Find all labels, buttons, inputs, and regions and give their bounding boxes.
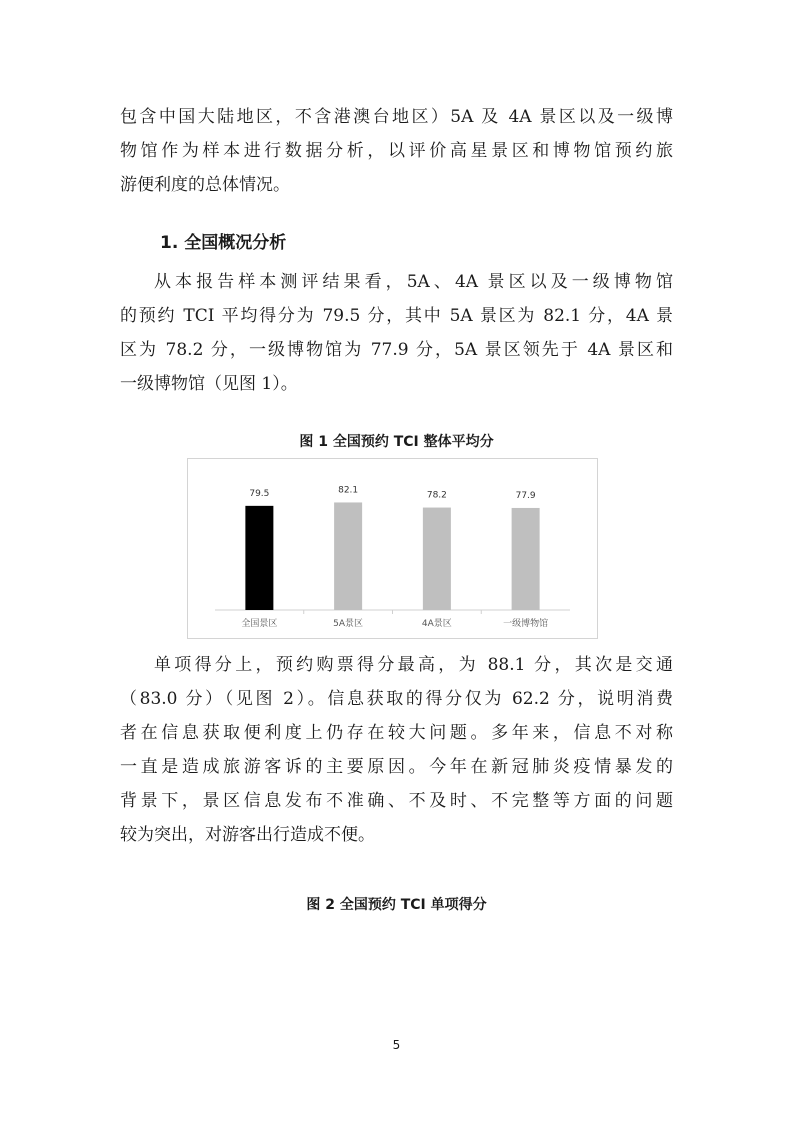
items-line: 一直是造成旅游客诉的主要原因。今年在新冠肺炎疫情暴发的 (120, 757, 673, 777)
data-label-3: 78.2 (426, 490, 447, 501)
overview-line: 一级博物馆（见图 1）。 (120, 374, 298, 394)
category-label-1: 全国景区 (241, 619, 278, 629)
overview-line: 的预约 TCI 平均得分为 79.5 分，其中 5A 景区为 82.1 分，4A 景 (120, 306, 673, 326)
bar-3 (423, 508, 451, 610)
section-heading: 1. 全国概况分析 (160, 233, 287, 253)
bar-4 (512, 508, 540, 610)
data-label-1: 79.5 (249, 488, 270, 499)
intro-line: 物馆作为样本进行数据分析，以评价高星景区和博物馆预约旅 (120, 141, 673, 161)
data-label-2: 82.1 (338, 485, 359, 496)
items-line: 背景下，景区信息发布不准确、不及时、不完整等方面的问题 (120, 791, 673, 811)
figure2-caption: 图 2 全国预约 TCI 单项得分 (306, 897, 487, 913)
items-line: 者在信息获取便利度上仍存在较大问题。多年来，信息不对称 (120, 723, 673, 743)
overview-paragraph (120, 265, 673, 401)
figure1-chart (187, 458, 598, 639)
overview-line: 从本报告样本测评结果看，5A、4A 景区以及一级博物馆 (154, 272, 673, 292)
category-label-3: 4A景区 (421, 619, 452, 629)
bar-2 (334, 502, 362, 610)
data-label-4: 77.9 (515, 490, 536, 501)
intro-paragraph (120, 100, 673, 202)
overview-line: 区为 78.2 分，一级博物馆为 77.9 分，5A 景区领先于 4A 景区和 (120, 340, 673, 360)
category-label-2: 5A景区 (333, 619, 364, 629)
bar-1 (245, 506, 273, 610)
figure1-caption: 图 1 全国预约 TCI 整体平均分 (299, 434, 494, 450)
items-line: （83.0 分）（见图 2）。信息获取的得分仅为 62.2 分，说明消费 (120, 689, 673, 709)
items-line: 单项得分上，预约购票得分最高，为 88.1 分，其次是交通 (154, 655, 673, 675)
intro-line: 包含中国大陆地区，不含港澳台地区）5A 及 4A 景区以及一级博 (120, 107, 673, 127)
category-label-4: 一级博物馆 (503, 619, 549, 629)
intro-line: 游便利度的总体情况。 (120, 175, 290, 195)
items-paragraph (120, 648, 673, 852)
items-line: 较为突出，对游客出行造成不便。 (120, 825, 375, 845)
page-number: 5 (392, 1038, 401, 1052)
bar-chart-svg (188, 459, 597, 638)
